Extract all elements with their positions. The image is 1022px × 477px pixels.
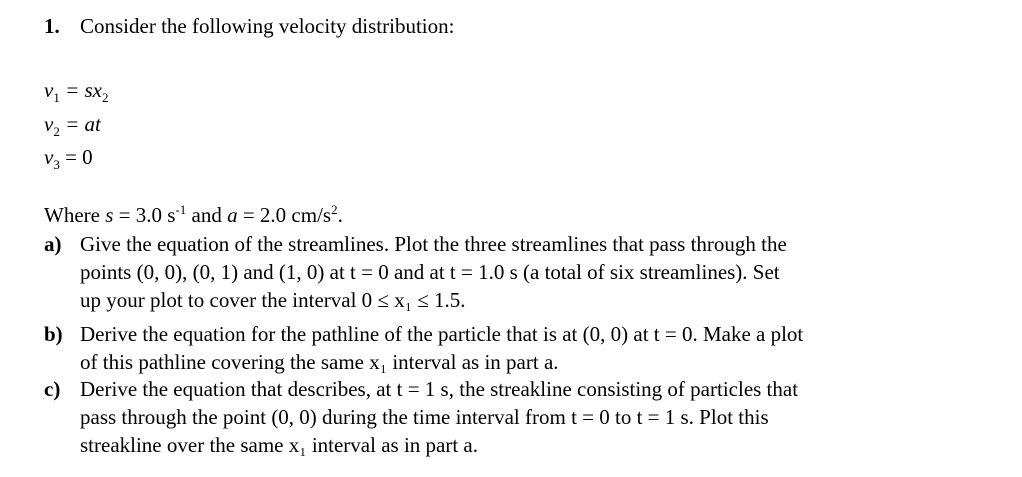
equation-v3 [44,145,93,173]
where-statement [44,202,343,228]
where-text-c: and [186,203,228,227]
equation-v1 [44,78,109,106]
part-c-line2: pass through the point (0, 0) during the time interval from t = 0 to t = 1 s. Plot this [80,405,769,429]
part-a-line3: up your plot to cover the interval 0 ≤ x₁ ≤ 1.5. [80,288,466,312]
eq-v1-lhs: v [44,78,54,102]
eq-v2-sub: 2 [53,124,60,140]
eq-v1-sub: 1 [53,90,60,106]
part-c [44,377,798,402]
eq-v3-rhs: = 0 [65,145,93,169]
eq-v3-sub: 3 [53,157,60,173]
where-sup1: -1 [175,202,187,217]
where-a-var: a [227,203,238,227]
part-a-label: a) [44,232,62,256]
where-text-b: = 3.0 s [113,203,176,227]
part-c-label: c) [44,377,61,401]
where-text-a: Where [44,203,106,227]
equation-v2 [44,112,101,140]
eq-v1-rhs-sub: 2 [102,90,109,106]
where-text-d: = 2.0 cm/s [237,203,332,227]
part-b-label: b) [44,322,63,346]
part-a [44,232,787,257]
part-a-line1: Give the equation of the streamlines. Plot the three streamlines that pass through the [80,232,787,256]
eq-v2-rhs: = at [65,112,101,136]
part-c-line3: streakline over the same x₁ interval as in part a. [80,433,479,457]
part-b [44,322,803,347]
part-b-line1: Derive the equation for the pathline of the particle that is at (0, 0) at t = 0. Make a plot [80,322,804,346]
problem-intro: Consider the following velocity distribution: [80,14,455,38]
problem-number: 1. [44,14,60,38]
part-a-line2: points (0, 0), (0, 1) and (1, 0) at t = 0 and at t = 1.0 s (a total of six streamlines). Set [80,260,780,284]
eq-v1-rhs: = sx [65,78,102,102]
problem-heading [44,14,454,39]
eq-v3-lhs: v [44,145,54,169]
where-text-e: . [337,203,343,227]
where-s-var: s [105,203,114,227]
part-c-line1: Derive the equation that describes, at t = 1 s, the streakline consisting of particles that [80,377,799,401]
part-b-line2: of this pathline covering the same x₁ interval as in part a. [80,350,559,374]
where-sup2: 2 [331,202,338,217]
eq-v2-lhs: v [44,112,54,136]
